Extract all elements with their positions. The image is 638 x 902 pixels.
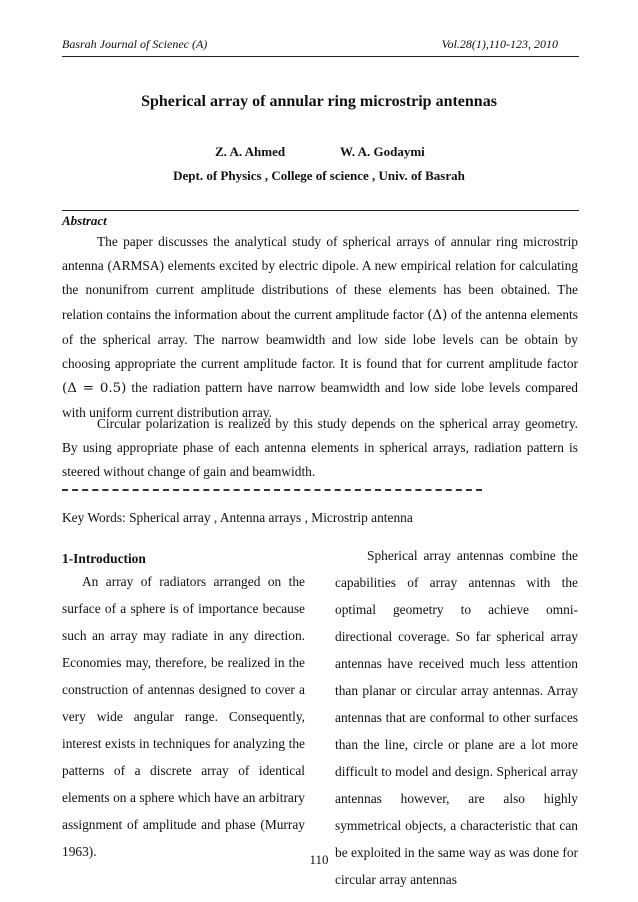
delta-symbol: (Δ) — [427, 307, 448, 323]
author-2: W. A. Godaymi — [340, 144, 425, 159]
abstract-paragraph-2: Circular polarization is realized by this study depends on the spherical array geometry. By using appropriate phase of each antenna elements in spherical arrays, radiation pattern is steered without change of gain and beamwidth. — [62, 416, 578, 480]
introduction-right-column: Spherical array antennas combine the capabilities of array antennas with the optimal geometry to achieve omni-directional coverage. So far spherical array antennas have received much less attention than planar or circular array antennas. Array antennas that are conformal to other surfaces than the line, circle or plane are a lot more difficult to model and design. Spherical array antennas however, are also highly symmetrical objects, a characteristic that can be exploited in the same way as was done for circular array antennas — [335, 548, 578, 887]
section-heading-introduction: 1-Introduction — [62, 551, 146, 566]
introduction-left-column: An array of radiators arranged on the surface of a sphere is of importance because such an array may radiate in any direction. Economies may, therefore, be realized in the construction of antennas designed to cover a very wide angular range. Consequently, interest exists in techniques for analyzing the patterns of a discrete array of identical elements on a sphere which have an arbitrary assignment of amplitude and phase (Murray 1963). — [62, 574, 305, 859]
abstract-text-part-2: of the antenna elements of the spherical array. The narrow beamwidth and low side lobe levels can be obtain by choosing appropriate the current amplitude factor. It is found that for current amplitude factor — [62, 306, 578, 372]
abstract-text-part-1: The paper discusses the analytical study of spherical arrays of annular ring microstrip antenna (ARMSA) elements excited by electric dipole. A new empirical relation for calculating the nonunifrom current amplitude distributions of these elements has been obtained. The relation contains the information about the current amplitude factor — [62, 234, 578, 322]
abstract-divider — [62, 210, 579, 211]
delta-value: (Δ = 0.5) — [62, 381, 127, 397]
abstract-paragraph-1 — [62, 230, 578, 426]
author-1: Z. A. Ahmed — [215, 144, 286, 159]
abstract-text-part-3: the radiation pattern have narrow beamwidth and low side lobe levels compared with uniform current distribution array. — [62, 380, 578, 421]
journal-name: Basrah Journal of Scienec (A) — [62, 37, 208, 51]
abstract-heading: Abstract — [62, 213, 107, 228]
dashed-separator — [62, 489, 482, 491]
header-divider — [62, 56, 579, 57]
page-number: 110 — [309, 852, 329, 867]
journal-volume: Vol.28(1),110-123, 2010 — [441, 37, 558, 51]
paper-title: Spherical array of annular ring microstrip antennas — [141, 93, 497, 110]
keywords: Key Words: Spherical array , Antenna arrays , Microstrip antenna — [62, 510, 413, 525]
affiliation: Dept. of Physics , College of science , Univ. of Basrah — [173, 168, 465, 183]
